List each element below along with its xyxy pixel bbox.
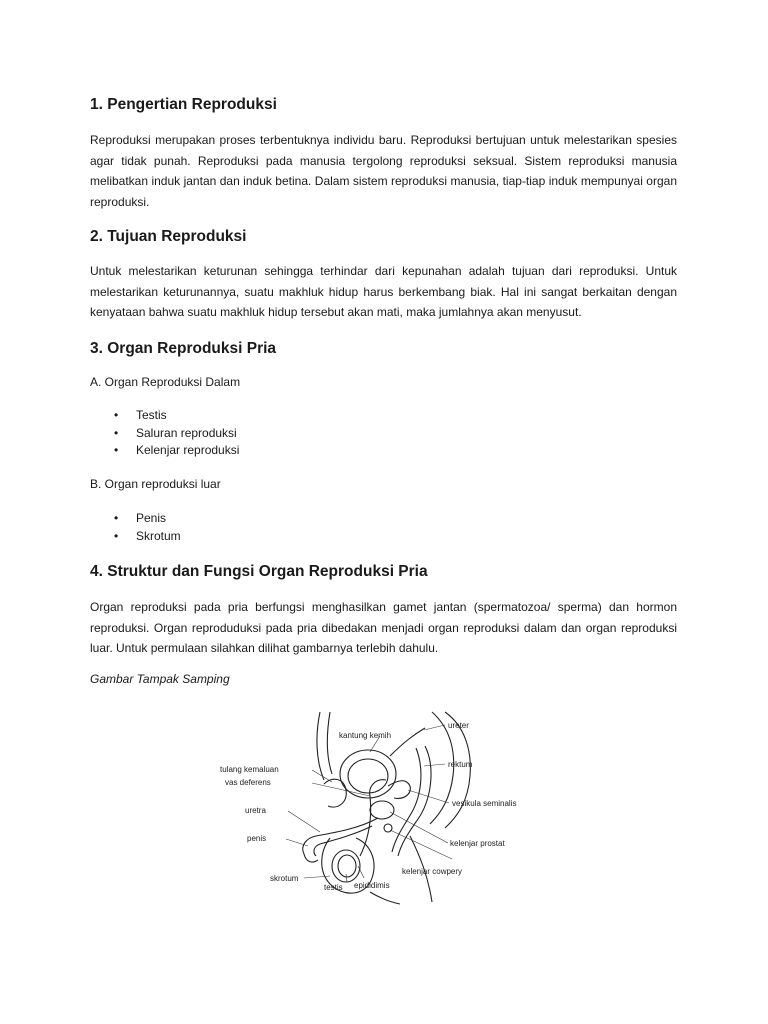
subheading-organ-dalam: A. Organ Reproduksi Dalam [90, 375, 241, 389]
heading-tujuan: 2. Tujuan Reproduksi [90, 228, 247, 245]
label-penis: penis [247, 834, 267, 843]
label-ureter: ureter [448, 721, 469, 730]
subheading-organ-luar: B. Organ reproduksi luar [90, 477, 221, 491]
list-item: • Kelenjar reproduksi [112, 442, 239, 460]
heading-organ-pria: 3. Organ Reproduksi Pria [90, 340, 277, 357]
label-tulang-kemaluan: tulang kemaluan [220, 765, 279, 774]
paragraph-struktur-fungsi: Organ reproduksi pada pria berfungsi menghasilkan gamet jantan (spermatozoa/ sperma) dan hormon reproduksi. Organ reproduduksi pada pria dibedakan menjadi organ reproduksi dalam dan organ reproduksi luar. Untuk permulaan silahkan dilihat gambarnya terlebih dahulu. [90, 600, 677, 655]
heading-pengertian: 1. Pengertian Reproduksi [90, 96, 277, 113]
list-organ-dalam [112, 407, 239, 460]
label-epididimis: epididimis [354, 881, 390, 890]
paragraph-tujuan: Untuk melestarikan keturunan sehingga terhindar dari kepunahan adalah tujuan dari reproduksi. Untuk melestarikan keturunannya, suatu makhluk hidup harus berkembang biak. Hal ini sangat berkaitan dengan kenyataan bahwa suatu makhluk hidup tersebut akan mati, maka jumlahnya akan menyusut. [90, 264, 677, 319]
paragraph-pengertian: Reproduksi merupakan proses terbentuknya individu baru. Reproduksi bertujuan untuk melestarikan spesies agar tidak punah. Reproduksi pada manusia tergolong reproduksi seksual. Sistem reproduksi manusia melibatkan induk jantan dan induk betina. Dalam sistem reproduksi manusia, tiap-tiap induk mempunyai organ reproduksi. [90, 133, 677, 209]
anatomy-figure [220, 706, 550, 906]
label-testis: testis [324, 883, 343, 892]
label-kelenjar-prostat: kelenjar prostat [450, 839, 505, 848]
label-rektum: rektum [448, 760, 473, 769]
list-item: • Skrotum [112, 528, 181, 546]
list-organ-luar [112, 510, 181, 545]
heading-struktur-fungsi: 4. Struktur dan Fungsi Organ Reproduksi Pria [90, 563, 428, 580]
label-uretra: uretra [245, 806, 266, 815]
bullet: • [114, 528, 119, 543]
bullet: • [114, 408, 119, 422]
label-vesikula-seminalis: vesikula seminalis [452, 799, 517, 808]
list-item: • Saluran reproduksi [112, 425, 239, 443]
label-kelenjar-cowpery: kelenjar cowpery [402, 867, 463, 876]
label-kantung-kemih: kantung kemih [339, 731, 392, 740]
figure-caption: Gambar Tampak Samping [90, 672, 230, 686]
label-vas-deferens: vas deferens [225, 778, 271, 787]
list-item: • Penis [112, 510, 181, 528]
bullet: • [114, 425, 119, 440]
label-skrotum: skrotum [270, 874, 299, 883]
bullet: • [114, 511, 119, 525]
list-item: • Testis [112, 407, 239, 425]
bullet: • [114, 443, 119, 457]
male-reproductive-diagram [220, 706, 550, 906]
